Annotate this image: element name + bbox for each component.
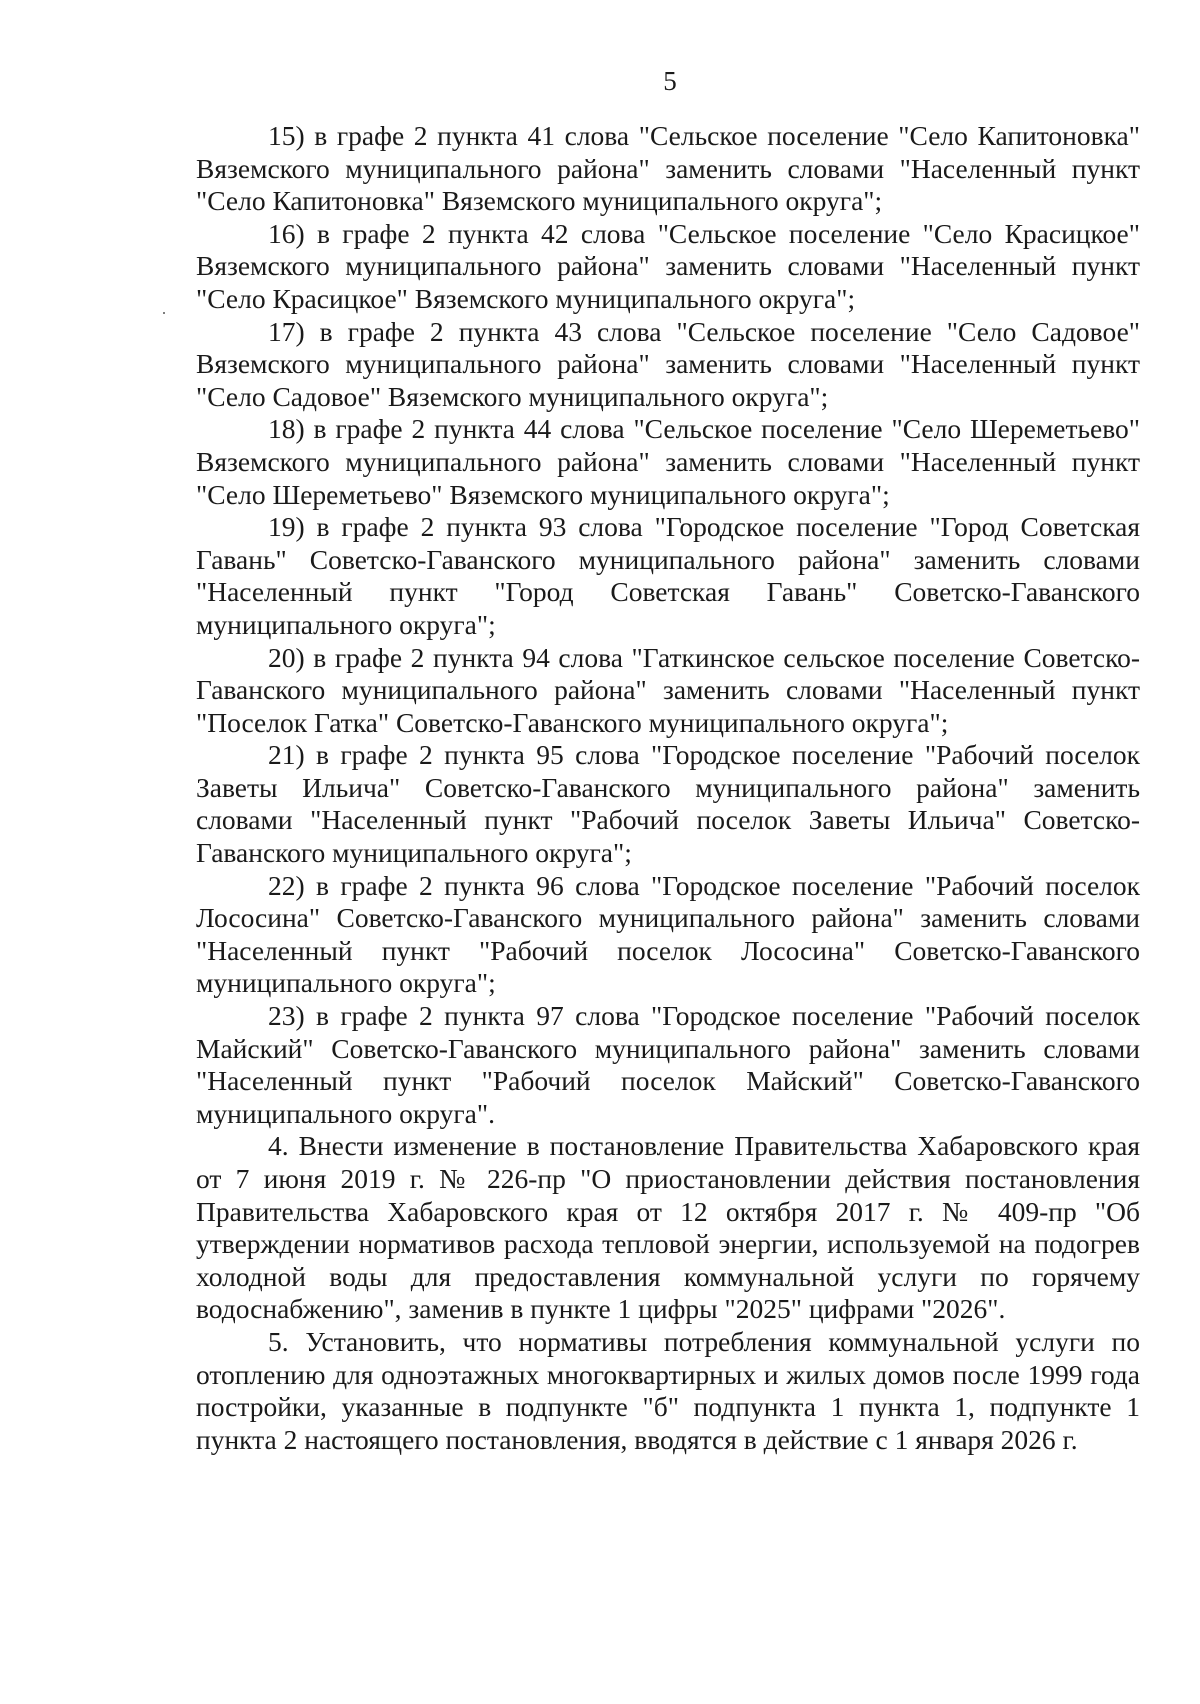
paragraph-item-16: 16) в графе 2 пункта 42 слова "Сельское поселение "Село Красицкое" Вяземского муниципального района" заменить словами "Населенный пункт "Село Красицкое" Вяземского муниципального округа"; bbox=[196, 217, 1140, 314]
paragraph-section-4: 4. Внести изменение в постановление Правительства Хабаровского края от 7 июня 2019 г. № 226-пр "О приостановлении действия постановления Правительства Хабаровского края от 12 октября 2017 г. № 409-пр "Об утверждении нормативов расхода тепловой энергии, используемой на подогрев холодной воды для предоставления коммунальной услуги по горячему водоснабжению", заменив в пункте 1 цифры "2025" цифрами "2026". bbox=[196, 1130, 1140, 1325]
paragraph-item-21: 21) в графе 2 пункта 95 слова "Городское поселение "Рабочий поселок Заветы Ильича" Советско-Гаванского муниципального района" заменить словами "Населенный пункт "Рабочий поселок Заветы Ильича" Советско-Гаванского муниципального округа"; bbox=[196, 739, 1140, 869]
paragraph-section-5: 5. Установить, что нормативы потребления коммунальной услуги по отоплению для одноэтажных многоквартирных и жилых домов после 1999 года постройки, указанные в подпункте "б" подпункта 1 пункта 1, подпункте 1 пункта 2 настоящего постановления, вводятся в действие с 1 января 2026 г. bbox=[196, 1325, 1140, 1455]
document-body bbox=[196, 120, 1140, 1456]
paragraph-item-23: 23) в графе 2 пункта 97 слова "Городское поселение "Рабочий поселок Майский" Советско-Гаванского муниципального района" заменить словами "Населенный пункт "Рабочий поселок Майский" Советско-Гаванского муниципального округа". bbox=[196, 1000, 1140, 1129]
paragraph-item-18: 18) в графе 2 пункта 44 слова "Сельское поселение "Село Шереметьево" Вяземского муниципального района" заменить словами "Населенный пункт "Село Шереметьево" Вяземского муниципального округа"; bbox=[196, 413, 1140, 510]
paragraph-item-19: 19) в графе 2 пункта 93 слова "Городское поселение "Город Советская Гавань" Советско-Гаванского муниципального района" заменить словами "Населенный пункт "Город Советская Гавань" Советско-Гаванского муниципального округа"; bbox=[196, 511, 1140, 640]
paragraph-item-20: 20) в графе 2 пункта 94 слова "Гаткинское сельское поселение Советско-Гаванского муниципального района" заменить словами "Населенный пункт "Поселок Гатка" Советско-Гаванского муниципального округа"; bbox=[196, 641, 1140, 738]
page-number: 5 bbox=[663, 66, 677, 96]
scan-speck bbox=[163, 312, 165, 314]
paragraph-item-15: 15) в графе 2 пункта 41 слова "Сельское поселение "Село Капитоновка" Вяземского муниципального района" заменить словами "Населенный пункт "Село Капитоновка" Вяземского муниципального округа"; bbox=[196, 120, 1140, 217]
paragraph-item-22: 22) в графе 2 пункта 96 слова "Городское поселение "Рабочий поселок Лососина" Советско-Гаванского муниципального района" заменить словами "Населенный пункт "Рабочий поселок Лососина" Советско-Гаванского муниципального округа"; bbox=[196, 869, 1140, 999]
paragraph-item-17: 17) в графе 2 пункта 43 слова "Сельское поселение "Село Садовое" Вяземского муниципального района" заменить словами "Населенный пункт "Село Садовое" Вяземского муниципального округа"; bbox=[196, 315, 1140, 412]
